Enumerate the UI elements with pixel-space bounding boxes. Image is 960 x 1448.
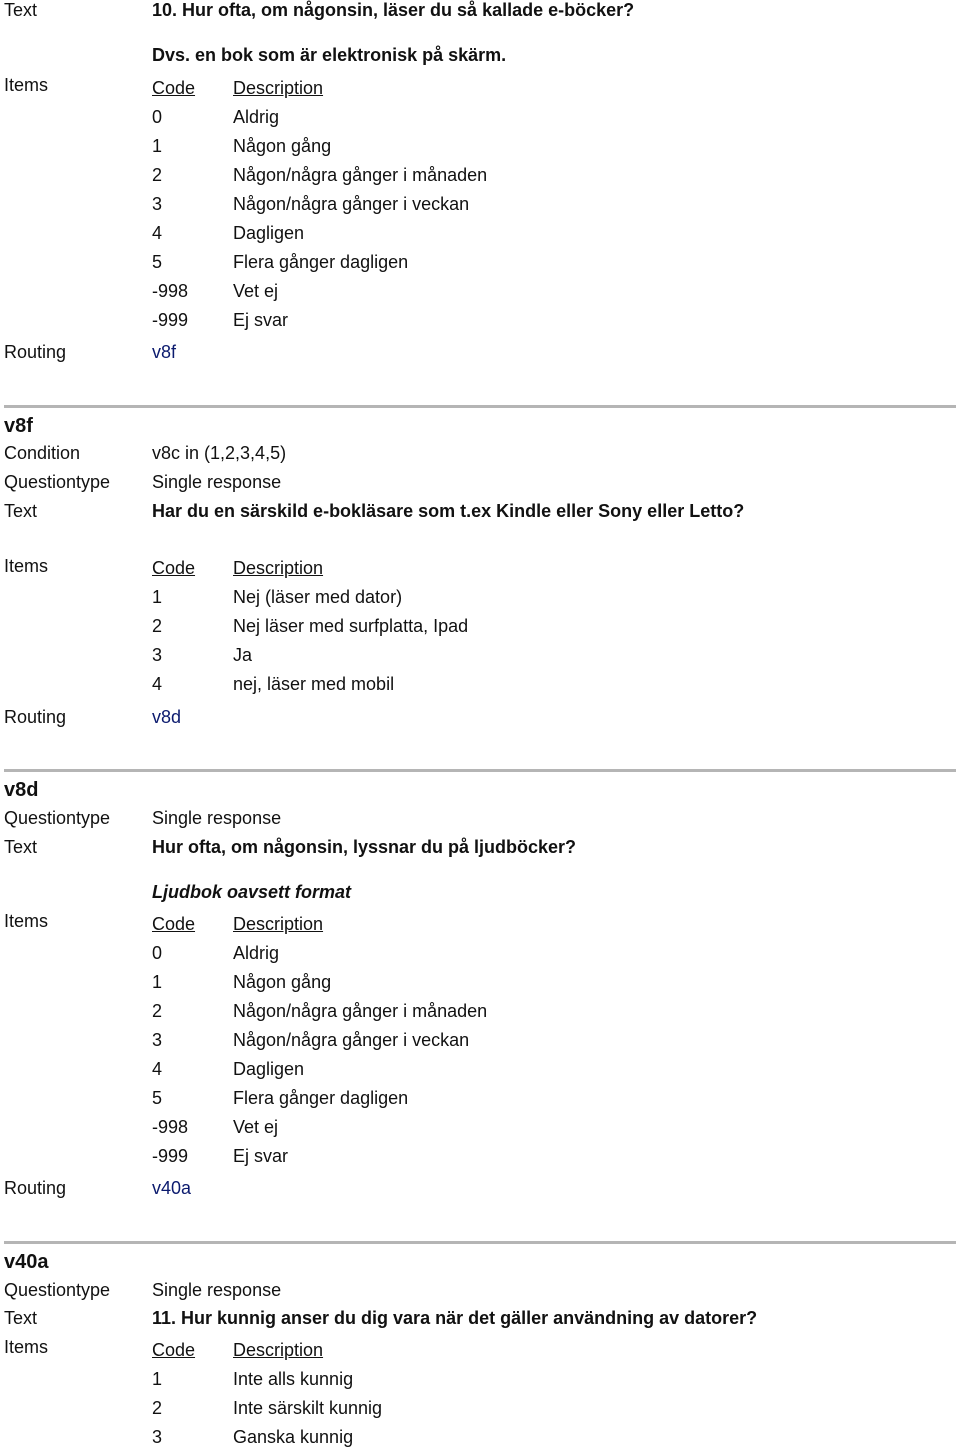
- item-code: -998: [152, 281, 189, 301]
- question-text: Hur ofta, om någonsin, lyssnar du på ljudböcker?: [152, 837, 577, 857]
- item-code: 5: [152, 1088, 163, 1108]
- item-description: Ja: [233, 645, 253, 665]
- items-label: Items: [4, 911, 49, 931]
- questiontype-value: Single response: [152, 808, 282, 828]
- description-header: Description: [233, 78, 324, 98]
- item-code: 1: [152, 136, 163, 156]
- text-label: Text: [4, 0, 38, 20]
- text-label: Text: [4, 501, 38, 521]
- text-label: Text: [4, 1308, 38, 1328]
- item-code: 2: [152, 1398, 163, 1418]
- items-label: Items: [4, 556, 49, 576]
- routing-link-v8f[interactable]: v8f: [152, 342, 177, 362]
- item-description: Aldrig: [233, 943, 280, 963]
- routing-link-v8d[interactable]: v8d: [152, 707, 182, 727]
- code-header: Code: [152, 914, 196, 934]
- routing-label: Routing: [4, 1178, 67, 1198]
- item-code: -999: [152, 310, 189, 330]
- item-code: 2: [152, 165, 163, 185]
- item-code: -998: [152, 1117, 189, 1137]
- item-code: 3: [152, 1030, 163, 1050]
- item-code: 3: [152, 645, 163, 665]
- questiontype-value: Single response: [152, 1280, 282, 1300]
- item-code: 2: [152, 616, 163, 636]
- item-code: 4: [152, 674, 163, 694]
- routing-link-v40a[interactable]: v40a: [152, 1178, 192, 1198]
- questiontype-label: Questiontype: [4, 1280, 111, 1300]
- item-code: 1: [152, 972, 163, 992]
- condition-value: v8c in (1,2,3,4,5): [152, 443, 287, 463]
- routing-label: Routing: [4, 342, 67, 362]
- question-note: Ljudbok oavsett format: [152, 882, 352, 902]
- code-header: Code: [152, 78, 196, 98]
- item-code: 3: [152, 1427, 163, 1447]
- section-divider: [4, 769, 956, 772]
- variable-id: v8f: [4, 415, 33, 437]
- description-header: Description: [233, 914, 324, 934]
- question-note: Dvs. en bok som är elektronisk på skärm.: [152, 45, 507, 65]
- text-label: Text: [4, 837, 38, 857]
- item-description: Dagligen: [233, 1059, 305, 1079]
- item-description: Inte särskilt kunnig: [233, 1398, 383, 1418]
- item-description: Ej svar: [233, 310, 289, 330]
- item-description: Någon gång: [233, 972, 332, 992]
- variable-id: v40a: [4, 1251, 49, 1273]
- item-description: Dagligen: [233, 223, 305, 243]
- item-description: Ej svar: [233, 1146, 289, 1166]
- item-code: 4: [152, 1059, 163, 1079]
- routing-label: Routing: [4, 707, 67, 727]
- section-divider: [4, 405, 956, 408]
- item-description: Någon/några gånger i veckan: [233, 194, 470, 214]
- item-description: nej, läser med mobil: [233, 674, 395, 694]
- item-description: Någon/några gånger i veckan: [233, 1030, 470, 1050]
- questiontype-label: Questiontype: [4, 472, 111, 492]
- code-header: Code: [152, 1340, 196, 1360]
- item-description: Vet ej: [233, 1117, 279, 1137]
- description-header: Description: [233, 1340, 324, 1360]
- item-description: Flera gånger dagligen: [233, 252, 409, 272]
- section-divider: [4, 1241, 956, 1244]
- item-description: Inte alls kunnig: [233, 1369, 354, 1389]
- condition-label: Condition: [4, 443, 81, 463]
- item-code: 3: [152, 194, 163, 214]
- item-code: 1: [152, 1369, 163, 1389]
- item-description: Aldrig: [233, 107, 280, 127]
- item-description: Vet ej: [233, 281, 279, 301]
- variable-id: v8d: [4, 779, 39, 801]
- question-text: 11. Hur kunnig anser du dig vara när det gäller användning av datorer?: [152, 1308, 758, 1328]
- questiontype-value: Single response: [152, 472, 282, 492]
- item-code: 4: [152, 223, 163, 243]
- item-description: Nej läser med surfplatta, Ipad: [233, 616, 469, 636]
- item-code: -999: [152, 1146, 189, 1166]
- item-description: Nej (läser med dator): [233, 587, 403, 607]
- description-header: Description: [233, 558, 324, 578]
- code-header: Code: [152, 558, 196, 578]
- items-label: Items: [4, 75, 49, 95]
- question-text: 10. Hur ofta, om någonsin, läser du så kallade e-böcker?: [152, 0, 635, 20]
- item-description: Flera gånger dagligen: [233, 1088, 409, 1108]
- item-description: Någon/några gånger i månaden: [233, 1001, 488, 1021]
- item-code: 0: [152, 107, 163, 127]
- question-text: Har du en särskild e-bokläsare som t.ex Kindle eller Sony eller Letto?: [152, 501, 745, 521]
- item-code: 5: [152, 252, 163, 272]
- item-description: Någon/några gånger i månaden: [233, 165, 488, 185]
- questiontype-label: Questiontype: [4, 808, 111, 828]
- item-description: Någon gång: [233, 136, 332, 156]
- item-code: 1: [152, 587, 163, 607]
- item-description: Ganska kunnig: [233, 1427, 354, 1447]
- item-code: 0: [152, 943, 163, 963]
- item-code: 2: [152, 1001, 163, 1021]
- items-label: Items: [4, 1337, 49, 1357]
